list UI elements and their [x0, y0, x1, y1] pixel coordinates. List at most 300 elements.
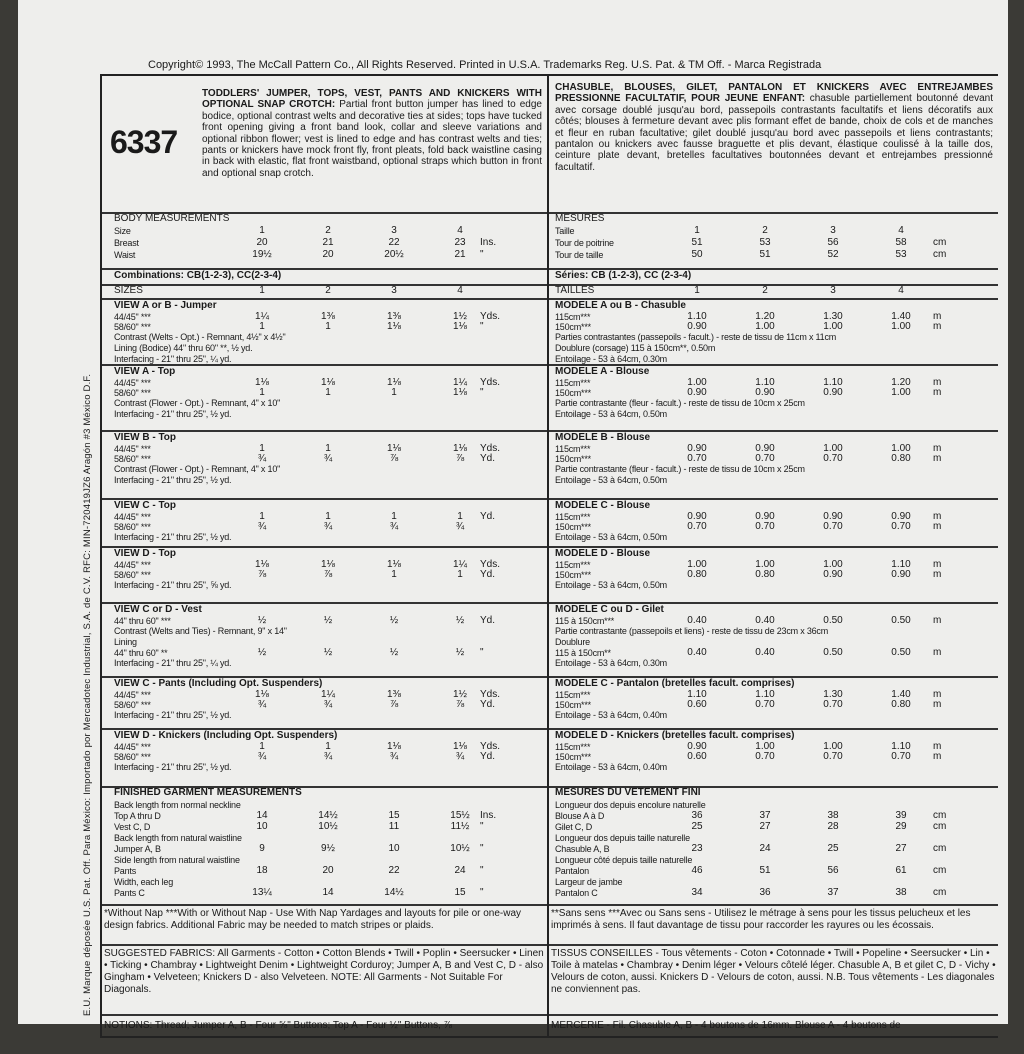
body-measurements-title: BODY MEASUREMENTS	[114, 213, 230, 224]
measurement-caption: Longueur dos depuis taille naturelle	[555, 833, 690, 843]
yardage-row-value: ½	[257, 615, 267, 626]
yardage-row-value: 1⅛	[321, 377, 335, 388]
yardage-row-label: 115cm***	[555, 444, 591, 454]
yardage-row-value: ½	[389, 647, 399, 658]
yardage-row-unit: Yds.	[480, 377, 501, 388]
yardage-row-value: 1	[457, 511, 463, 522]
yardage-row-value: 1.00	[891, 443, 911, 454]
view-note: Lining	[114, 637, 137, 647]
view-note: Contrast (Flower - Opt.) - Remnant, 4" x 10"	[114, 464, 281, 474]
yardage-row-value: 1.00	[755, 559, 775, 570]
yardage-row-value: 0.90	[823, 511, 843, 522]
combinations-label: Combinations: CB(1-2-3), CC(2-3-4)	[114, 270, 282, 281]
finished-measurements-section	[549, 786, 998, 906]
yardage-row-label: 58/60" ***	[114, 322, 151, 332]
view-section	[549, 728, 998, 788]
view-title: VIEW C or D - Vest	[114, 604, 202, 615]
yardage-row-value: 1⅛	[453, 443, 467, 454]
yardage-row-value: ⅞	[455, 453, 465, 464]
view-title: MODELE C ou D - Gilet	[555, 604, 664, 615]
view-note: Interfacing - 21" thru 25", ½ yd.	[114, 532, 232, 542]
yardage-row-value: 0.50	[891, 615, 911, 626]
measurement-row-value: 29	[895, 821, 907, 832]
yardage-row-value: 1.40	[891, 311, 911, 322]
waist-row-value: 50	[691, 249, 703, 260]
yardage-row-value: 1.00	[891, 387, 911, 398]
breast-row-value: 20	[256, 237, 268, 248]
yardage-row-value: ⅞	[257, 569, 267, 580]
measurement-caption: Back length from normal neckline	[114, 800, 241, 810]
waist-row-label: Waist	[114, 250, 136, 260]
yardage-row-value: 1.10	[891, 559, 911, 570]
view-section	[549, 430, 998, 500]
breast-row-value: 53	[759, 237, 771, 248]
measurement-row-value: 24	[454, 865, 466, 876]
yardage-row-unit: m	[933, 559, 942, 570]
yardage-row-value: 0.70	[823, 699, 843, 710]
yardage-row-value: ¾	[323, 453, 333, 464]
waist-row-value: 51	[759, 249, 771, 260]
view-note: Partie contrastante (fleur - facult.) - reste de tissu de 10cm x 25cm	[555, 464, 805, 474]
yardage-row-value: 0.40	[687, 615, 707, 626]
measurement-row-unit: cm	[933, 887, 947, 898]
yardage-row-unit: Yd.	[480, 699, 496, 710]
yardage-row-value: 0.70	[687, 453, 707, 464]
yardage-row-unit: m	[933, 521, 942, 532]
measurement-row-label: Pantalon	[555, 866, 589, 876]
yardage-row-value: 1	[325, 511, 331, 522]
yardage-row-label: 115cm***	[555, 378, 591, 388]
yardage-row-value: 1.30	[823, 311, 843, 322]
yardage-row-value: ¾	[323, 699, 333, 710]
nap-note: *Without Nap ***With or Without Nap - Use With Nap Yardages and layouts for pile or one-way design fabrics. Additional Fabric may be needed to match stripes or plaids.	[104, 908, 522, 931]
view-note: Interfacing - 21" thru 25", ½ yd.	[114, 409, 232, 419]
measurement-row-value: 11½	[450, 821, 470, 832]
yardage-row-value: 1	[259, 387, 265, 398]
suggested-fabrics: TISSUS CONSEILLES - Tous vêtements - Coton • Cotonnade • Twill • Popeline • Seersucker • Lin • Toile à matelas • Chambray • Denim léger • Velours côtelé léger. Chasuble A, B et gilet C, D - Vichy • Velours de coton, aussi. Knickers D - Velours de coton, aussi. N.B. Tous vêtements - Les diagonales ne conviennent pas.	[551, 948, 996, 995]
yardage-row-value: 0.70	[823, 521, 843, 532]
copyright-line: Copyright© 1993, The McCall Pattern Co., All Rights Reserved. Printed in U.S.A. Trademarks Reg. U.S. Pat. & TM Off. - Marca Registrada	[148, 59, 822, 71]
yardage-row-label: 115cm***	[555, 560, 591, 570]
view-section	[102, 298, 547, 366]
pattern-table	[100, 74, 998, 1038]
yardage-row-value: 1.10	[687, 311, 707, 322]
measurement-row-value: 61	[895, 865, 907, 876]
yardage-row-value: 1½	[453, 311, 467, 322]
size-number: 4	[898, 285, 904, 296]
measurement-row-value: 46	[691, 865, 703, 876]
view-title: VIEW D - Knickers (Including Opt. Suspenders)	[114, 730, 338, 741]
nap-section	[549, 904, 998, 946]
size-row-label: Taille	[555, 226, 575, 236]
yardage-row-unit: Yds.	[480, 689, 501, 700]
yardage-row-value: 1¼	[321, 689, 335, 700]
view-section	[549, 676, 998, 730]
yardage-row-value: 1.00	[823, 741, 843, 752]
yardage-row-label: 115cm***	[555, 690, 591, 700]
yardage-row-value: 1⅛	[321, 559, 335, 570]
measurement-row-value: 34	[691, 887, 703, 898]
view-title: VIEW B - Top	[114, 432, 177, 443]
view-note: Doublure	[555, 637, 590, 647]
yardage-row-label: 150cm***	[555, 700, 591, 710]
yardage-row-value: 1.00	[755, 321, 775, 332]
yardage-row-unit: Yd.	[480, 569, 496, 580]
yardage-row-value: 0.90	[891, 569, 911, 580]
yardage-row-unit: m	[933, 311, 942, 322]
yardage-row-value: 1⅜	[321, 311, 335, 322]
yardage-row-unit: "	[480, 387, 484, 398]
yardage-row-unit: Yds.	[480, 311, 501, 322]
yardage-row-unit: Yd.	[480, 615, 496, 626]
yardage-row-unit: m	[933, 699, 942, 710]
header-section	[549, 76, 998, 214]
yardage-row-value: 1⅛	[453, 321, 467, 332]
view-section	[549, 602, 998, 678]
measurement-caption: Back length from natural waistline	[114, 833, 242, 843]
view-note: Interfacing - 21" thru 25", ¼ yd.	[114, 354, 232, 364]
measurement-row-value: 14½	[318, 810, 338, 821]
body-measurements-title: MESURES	[555, 213, 605, 224]
measurement-row-value: 9	[259, 843, 265, 854]
yardage-row-value: ¾	[455, 521, 465, 532]
yardage-row-value: ¾	[323, 751, 333, 762]
breast-row-value: 56	[827, 237, 839, 248]
garment-description: TODDLERS' JUMPER, TOPS, VEST, PANTS AND KNICKERS WITH OPTIONAL SNAP CROTCH: Partial front button jumper has lined to edge bodice, optional contrast welts and decorative ties at sides; tops have tucked front opening giving a front band look, collar and sleeve variations and optional ribbon flower; vest is lined to edge and has contrast welts and ties; pants or knickers have mock front fly, front pleats, fold back waistline casing in back with elastic, flat front waistband, optional straps which button in front and optional snap crotch.	[202, 88, 542, 179]
measurement-row-value: 22	[388, 865, 400, 876]
yardage-row-value: 1⅛	[255, 377, 269, 388]
view-note: Doublure (corsage) 115 à 150cm**, 0.50m	[555, 343, 716, 353]
measurement-row-label: Chasuble A, B	[555, 844, 610, 854]
view-title: MODELE A ou B - Chasuble	[555, 300, 686, 311]
yardage-row-value: ¾	[389, 751, 399, 762]
yardage-row-value: ½	[455, 647, 465, 658]
view-title: MODELE A - Blouse	[555, 366, 650, 377]
measurement-row-unit: "	[480, 887, 484, 898]
view-note: Entoilage - 53 à 64cm, 0.50m	[555, 475, 667, 485]
notions-section	[549, 1014, 998, 1054]
measurement-caption: Largeur de jambe	[555, 877, 623, 887]
yardage-row-value: ¾	[455, 751, 465, 762]
combinations-label: Séries: CB (1-2-3), CC (2-3-4)	[555, 270, 692, 281]
yardage-row-unit: Yd.	[480, 751, 496, 762]
yardage-row-unit: m	[933, 615, 942, 626]
view-title: MODELE D - Knickers (bretelles facult. comprises)	[555, 730, 795, 741]
view-note: Partie contrastante (passepoils et liens) - reste de tissu de 23cm x 36cm	[555, 626, 829, 636]
measurement-row-value: 27	[895, 843, 907, 854]
view-note: Entoilage - 53 à 64cm, 0.40m	[555, 710, 667, 720]
yardage-row-label: 44/45" ***	[114, 690, 151, 700]
size-row-value: 4	[898, 225, 904, 236]
yardage-row-unit: Yds.	[480, 443, 501, 454]
yardage-row-label: 115 à 150cm**	[555, 648, 611, 658]
yardage-row-value: 0.60	[687, 699, 707, 710]
yardage-row-label: 58/60" ***	[114, 388, 151, 398]
size-row-value: 1	[259, 225, 265, 236]
yardage-row-label: 58/60" ***	[114, 522, 151, 532]
yardage-row-label: 115cm***	[555, 312, 591, 322]
yardage-row-value: ¾	[323, 521, 333, 532]
breast-row-label: Breast	[114, 238, 139, 248]
sizes-label: TAILLES	[555, 285, 595, 296]
yardage-row-value: 1⅛	[453, 741, 467, 752]
yardage-row-value: 1	[325, 443, 331, 454]
yardage-row-label: 44/45" ***	[114, 312, 151, 322]
yardage-row-value: 1⅛	[453, 387, 467, 398]
view-section	[549, 546, 998, 604]
yardage-row-unit: m	[933, 647, 942, 658]
yardage-row-value: 1⅛	[387, 321, 401, 332]
view-note: Contrast (Welts and Ties) - Remnant, 9" x 14"	[114, 626, 287, 636]
yardage-row-value: 1⅜	[387, 689, 401, 700]
yardage-row-value: 1⅛	[387, 443, 401, 454]
garment-description: CHASUBLE, BLOUSES, GILET, PANTALON ET KNICKERS AVEC ENTREJAMBES PRESSIONNE FACULTATIF, POUR JEUNE ENFANT: chasuble partiellement boutonné devant avec corsage doublé jusqu'au bord, passepoils contrastants facultatifs et liens décoratifs aux côtés; blouses à fermeture devant avec plis formant effet de bande, choix de cols et de manches et fleur en ruban facultative; gilet doublé jusqu'au bord avec passepoils et liens contrastants; pantalon ou knickers avec fausse braguette et plis devant, élastique coulissé à la taille dos, ceinture plate devant, bretelles facultatives boutonnées devant et entrejambes pressionné facultatif.	[555, 82, 993, 173]
size-row-value: 4	[457, 225, 463, 236]
yardage-row-value: 1⅛	[387, 559, 401, 570]
view-section	[102, 364, 547, 432]
yardage-row-value: 1.10	[891, 741, 911, 752]
measurement-row-label: Blouse A à D	[555, 811, 605, 821]
fabrics-section	[102, 944, 547, 1016]
body-measurements-section	[102, 212, 547, 270]
measurement-row-value: 36	[691, 810, 703, 821]
waist-row-unit: cm	[933, 249, 947, 260]
yardage-row-value: 1	[259, 321, 265, 332]
view-title: VIEW D - Top	[114, 548, 177, 559]
french-column	[549, 76, 998, 1036]
yardage-row-label: 115 à 150cm***	[555, 616, 615, 626]
measurement-row-value: 9½	[321, 843, 335, 854]
measurement-row-value: 20	[322, 865, 334, 876]
measurement-row-value: 25	[691, 821, 703, 832]
yardage-row-label: 115cm***	[555, 742, 591, 752]
yardage-row-value: 0.60	[687, 751, 707, 762]
yardage-row-value: 1	[391, 387, 397, 398]
measurement-row-value: 14	[256, 810, 268, 821]
yardage-row-value: 1	[259, 741, 265, 752]
measurement-row-label: Pants	[114, 866, 137, 876]
yardage-row-value: ¾	[257, 751, 267, 762]
yardage-row-unit: Yds.	[480, 741, 501, 752]
yardage-row-value: 1⅛	[387, 377, 401, 388]
waist-row-value: 53	[895, 249, 907, 260]
yardage-row-value: 1.10	[823, 377, 843, 388]
size-row-value: 2	[762, 225, 768, 236]
measurement-row-value: 39	[895, 810, 907, 821]
breast-row-value: 51	[691, 237, 703, 248]
yardage-row-value: 1	[259, 443, 265, 454]
header-section	[102, 76, 547, 214]
yardage-row-value: ⅞	[389, 699, 399, 710]
yardage-row-unit: m	[933, 751, 942, 762]
view-section	[102, 728, 547, 788]
garment-title: CHASUBLE, BLOUSES, GILET, PANTALON ET KNICKERS AVEC ENTREJAMBES PRESSIONNE FACULTATIF, POUR JEUNE ENFANT:	[555, 82, 993, 105]
size-row-value: 3	[830, 225, 836, 236]
measurement-row-unit: Ins.	[480, 810, 497, 821]
yardage-row-unit: "	[480, 321, 484, 332]
measurement-row-value: 15½	[450, 810, 470, 821]
measurement-caption: Longueur côté depuis taille naturelle	[555, 855, 693, 865]
fabrics-section	[549, 944, 998, 1016]
waist-row-label: Tour de taille	[555, 250, 604, 260]
yardage-row-value: 0.90	[755, 387, 775, 398]
waist-row-value: 20½	[384, 249, 404, 260]
english-column	[102, 76, 549, 1036]
yardage-row-value: 1.20	[891, 377, 911, 388]
yardage-row-value: ⅞	[389, 453, 399, 464]
yardage-row-value: 1⅛	[255, 689, 269, 700]
yardage-row-value: ½	[323, 647, 333, 658]
breast-row-unit: cm	[933, 237, 947, 248]
yardage-row-label: 44/45" ***	[114, 560, 151, 570]
measurement-row-value: 38	[827, 810, 839, 821]
waist-row-value: 52	[827, 249, 839, 260]
yardage-row-value: 0.40	[755, 647, 775, 658]
yardage-row-label: 44/45" ***	[114, 512, 151, 522]
view-note: Interfacing - 21" thru 25", ½ yd.	[114, 762, 232, 772]
waist-row-value: 21	[454, 249, 466, 260]
yardage-row-unit: m	[933, 511, 942, 522]
yardage-row-value: 1.00	[823, 559, 843, 570]
yardage-row-value: 1.40	[891, 689, 911, 700]
yardage-row-label: 150cm***	[555, 322, 591, 332]
measurement-row-value: 36	[759, 887, 771, 898]
yardage-row-value: 1	[325, 387, 331, 398]
measurement-caption: Longueur dos depuis encolure naturelle	[555, 800, 706, 810]
waist-row-value: 19½	[252, 249, 272, 260]
yardage-row-unit: m	[933, 689, 942, 700]
measurement-row-unit: "	[480, 865, 484, 876]
yardage-row-label: 58/60" ***	[114, 752, 151, 762]
size-number: 1	[259, 285, 265, 296]
measurement-row-value: 13¼	[252, 887, 272, 898]
yardage-row-value: ½	[455, 615, 465, 626]
yardage-row-value: 1.10	[755, 689, 775, 700]
yardage-row-label: 150cm***	[555, 388, 591, 398]
nap-section	[102, 904, 547, 946]
measurement-row-value: 51	[759, 865, 771, 876]
view-title: VIEW A - Top	[114, 366, 176, 377]
notions-section	[102, 1014, 547, 1054]
view-title: MODELE C - Blouse	[555, 500, 651, 511]
measurement-row-value: 28	[827, 821, 839, 832]
yardage-row-value: 0.40	[755, 615, 775, 626]
measurement-row-value: 15	[388, 810, 400, 821]
yardage-row-label: 150cm***	[555, 522, 591, 532]
view-note: Interfacing - 21" thru 25", ½ yd.	[114, 475, 232, 485]
view-note: Entoilage - 53 à 64cm, 0.50m	[555, 409, 667, 419]
yardage-row-value: ½	[389, 615, 399, 626]
view-note: Entoilage - 53 à 64cm, 0.30m	[555, 354, 667, 364]
yardage-row-unit: m	[933, 741, 942, 752]
yardage-row-unit: m	[933, 453, 942, 464]
view-note: Parties contrastantes (passepoils - facult.) - reste de tissu de 11cm x 11cm	[555, 332, 837, 342]
yardage-row-unit: Yds.	[480, 559, 501, 570]
measurement-row-value: 10½	[318, 821, 338, 832]
yardage-row-value: 0.70	[891, 751, 911, 762]
finished-measurements-title: FINISHED GARMENT MEASUREMENTS	[114, 787, 302, 798]
yardage-row-unit: m	[933, 387, 942, 398]
yardage-row-value: 0.90	[891, 511, 911, 522]
yardage-row-value: 0.90	[687, 443, 707, 454]
breast-row-value: 22	[388, 237, 400, 248]
view-note: Entoilage - 53 à 64cm, 0.50m	[555, 532, 667, 542]
yardage-row-value: 0.70	[891, 521, 911, 532]
notions-text: NOTIONS: Thread; Jumper A, B - Four ⅝" Buttons; Top A - Four ½" Buttons, ⅞	[104, 1020, 452, 1031]
view-title: MODELE C - Pantalon (bretelles facult. comprises)	[555, 678, 795, 689]
yardage-row-unit: Yd.	[480, 511, 496, 522]
measurement-row-label: Gilet C, D	[555, 822, 593, 832]
finished-measurements-section	[102, 786, 547, 906]
view-title: MODELE D - Blouse	[555, 548, 651, 559]
yardage-row-value: 1⅜	[387, 311, 401, 322]
suggested-fabrics: SUGGESTED FABRICS: All Garments - Cotton • Cotton Blends • Twill • Poplin • Seersucker • Linen • Ticking • Chambray • Lightweight Denim • Lightweight Corduroy; Jumper A, B and Vest C, D - also Gingham • Velveteen; Knickers D - also Velveteen. NOTE: All Garments - Not Suitable For Diagonals.	[104, 948, 544, 995]
view-title: VIEW C - Top	[114, 500, 177, 511]
yardage-row-label: 58/60" ***	[114, 454, 151, 464]
yardage-row-unit: "	[480, 647, 484, 658]
yardage-row-value: 1	[259, 511, 265, 522]
yardage-row-value: ½	[257, 647, 267, 658]
measurement-row-value: 10½	[450, 843, 470, 854]
yardage-row-value: 1.00	[687, 559, 707, 570]
size-number: 1	[694, 285, 700, 296]
measurement-row-label: Pantalon C	[555, 888, 598, 898]
yardage-row-value: ½	[323, 615, 333, 626]
measurement-caption: Side length from natural waistline	[114, 855, 240, 865]
yardage-row-value: 0.90	[687, 511, 707, 522]
size-number: 2	[325, 285, 331, 296]
body-measurements-section	[549, 212, 998, 270]
view-title: VIEW A or B - Jumper	[114, 300, 217, 311]
size-row-label: Size	[114, 226, 131, 236]
yardage-row-value: 0.70	[755, 521, 775, 532]
yardage-row-value: 1⅛	[387, 741, 401, 752]
view-note: Lining (Bodice) 44" thru 60" **, ½ yd.	[114, 343, 253, 353]
view-note: Entoilage - 53 à 64cm, 0.40m	[555, 762, 667, 772]
measurement-row-unit: cm	[933, 865, 947, 876]
view-note: Partie contrastante (fleur - facult.) - reste de tissu de 10cm x 25cm	[555, 398, 805, 408]
yardage-row-value: 0.90	[687, 321, 707, 332]
nap-note: **Sans sens ***Avec ou Sans sens - Utilisez le métrage à sens pour les tissus pelucheux et les imprimés à sens. Il faut davantage de tissu pour raccorder les rayures ou les écossais.	[551, 908, 971, 931]
yardage-row-value: 0.70	[755, 453, 775, 464]
measurement-row-value: 14	[322, 887, 334, 898]
measurement-row-label: Top A thru D	[114, 811, 161, 821]
size-row-value: 3	[391, 225, 397, 236]
yardage-row-label: 150cm***	[555, 570, 591, 580]
yardage-row-value: 0.70	[823, 751, 843, 762]
breast-row-value: 23	[454, 237, 466, 248]
yardage-row-value: 0.80	[891, 699, 911, 710]
measurement-row-value: 18	[256, 865, 268, 876]
measurement-row-label: Jumper A, B	[114, 844, 161, 854]
yardage-row-value: 0.50	[823, 647, 843, 658]
yardage-row-label: 44" thru 60" **	[114, 648, 168, 658]
yardage-row-value: ¾	[257, 699, 267, 710]
waist-row-value: 20	[322, 249, 334, 260]
size-row-value: 2	[325, 225, 331, 236]
view-note: Entoilage - 53 à 64cm, 0.50m	[555, 580, 667, 590]
breast-row-unit: Ins.	[480, 237, 497, 248]
measurement-row-label: Vest C, D	[114, 822, 151, 832]
measurement-row-value: 24	[759, 843, 771, 854]
size-row-value: 1	[694, 225, 700, 236]
yardage-row-value: 1¼	[453, 377, 467, 388]
view-note: Interfacing - 21" thru 25", ⅝ yd.	[114, 580, 232, 590]
yardage-row-label: 58/60" ***	[114, 700, 151, 710]
measurement-row-unit: cm	[933, 821, 947, 832]
view-section	[102, 546, 547, 604]
yardage-row-value: 0.70	[755, 699, 775, 710]
